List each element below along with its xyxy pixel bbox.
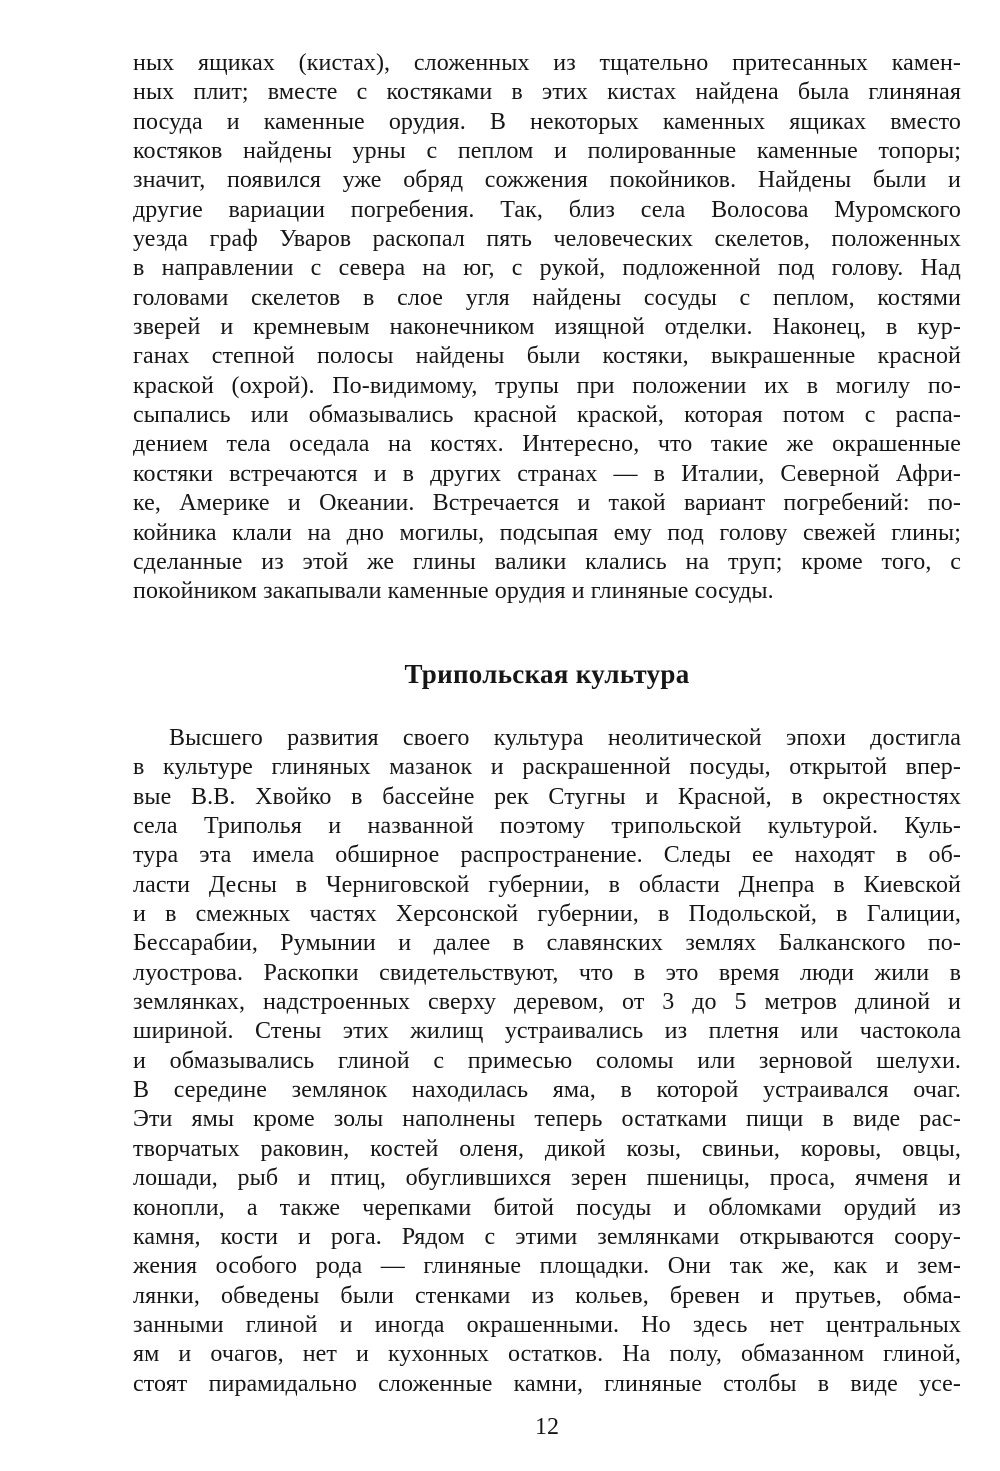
text-line: и обмазывались глиной с примесью соломы или зерновой шелухи. xyxy=(133,1047,961,1074)
text-line: лянки, обведены были стенками из кольев, бревен и прутьев, обма- xyxy=(133,1282,961,1309)
text-line: сделанные из этой же глины валики клались на труп; кроме того, с xyxy=(133,548,961,575)
text-line: ных плит; вместе с костяками в этих кистах найдена была глиняная xyxy=(133,79,961,106)
text-line: тура эта имела обширное распространение. Следы ее находят в об- xyxy=(133,842,961,869)
text-line: жения особого рода — глиняные площадки. Они так же, как и зем- xyxy=(133,1253,961,1280)
text-line: посуда и каменные орудия. В некоторых каменных ящиках вместо xyxy=(133,108,961,135)
text-line: костяки встречаются и в других странах — в Италии, Северной Афри- xyxy=(133,460,961,487)
text-line: в направлении с севера на юг, с рукой, подложенной под голову. Над xyxy=(133,255,961,282)
text-line: Эти ямы кроме золы наполнены теперь остатками пищи в виде рас- xyxy=(133,1106,961,1133)
text-line: шириной. Стены этих жилищ устраивались из плетня или частокола xyxy=(133,1018,961,1045)
text-line: дением тела оседала на костях. Интересно, что такие же окрашенные xyxy=(133,431,961,458)
text-line: ных ящиках (кистах), сложенных из тщательно притесанных камен- xyxy=(133,50,961,76)
text-line: костяков найдены урны с пеплом и полированные каменные топоры; xyxy=(133,138,961,165)
text-line: Бессарабии, Румынии и далее в славянских землях Балканского по- xyxy=(133,930,961,957)
text-line: ласти Десны в Черниговской губернии, в области Днепра в Киевской xyxy=(133,871,961,898)
text-line: в культуре глиняных мазанок и раскрашенной посуды, открытой впер- xyxy=(133,754,961,781)
text-line: занными глиной и иногда окрашенными. Но здесь нет центральных xyxy=(133,1311,961,1338)
text-line: В середине землянок находилась яма, в которой устраивался очаг. xyxy=(133,1077,961,1104)
text-line: творчатых раковин, костей оленя, дикой козы, свиньи, коровы, овцы, xyxy=(133,1135,961,1162)
text-line: Высшего развития своего культура неолитической эпохи достигла xyxy=(169,725,961,751)
text-line: села Триполья и названной поэтому трипольской культурой. Куль- xyxy=(133,813,961,840)
page-number: 12 xyxy=(535,1414,559,1440)
text-line: ганах степной полосы найдены были костяки, выкрашенные красной xyxy=(133,343,961,370)
text-line: луострова. Раскопки свидетельствуют, что в это время люди жили в xyxy=(133,959,961,986)
section-heading: Трипольская культура xyxy=(404,659,690,689)
text-line: вые В.В. Хвойко в бассейне рек Стугны и Красной, в окрестностях xyxy=(133,783,961,810)
text-line: камня, кости и рога. Рядом с этими землянками открываются соору- xyxy=(133,1223,961,1250)
text-line: головами скелетов в слое угля найдены сосуды с пеплом, костями xyxy=(133,284,961,311)
body-paragraph-burials xyxy=(133,49,961,607)
text-line: койника клали на дно могилы, подсыпая ему под голову свежей глины; xyxy=(133,519,961,546)
text-line: другие вариации погребения. Так, близ села Волосова Муромского xyxy=(133,196,961,223)
text-line: значит, появился уже обряд сожжения покойников. Найдены были и xyxy=(133,167,961,194)
text-line: ям и очагов, нет и кухонных остатков. На полу, обмазанном глиной, xyxy=(133,1341,961,1368)
text-line: ке, Америке и Океании. Встречается и такой вариант погребений: по- xyxy=(133,490,961,517)
text-line: и в смежных частях Херсонской губернии, в Подольской, в Галиции, xyxy=(133,901,961,928)
text-line: покойником закапывали каменные орудия и глиняные сосуды. xyxy=(133,578,774,605)
text-line: сыпались или обмазывались красной краской, которая потом с распа- xyxy=(133,402,961,429)
text-line: уезда граф Уваров раскопал пять человеческих скелетов, положенных xyxy=(133,226,961,253)
text-line: стоят пирамидально сложенные камни, глиняные столбы в виде усе- xyxy=(133,1370,961,1397)
text-line: землянках, надстроенных сверху деревом, от 3 до 5 метров длиной и xyxy=(133,989,961,1016)
text-line: конопли, а также черепками битой посуды и обломками орудий из xyxy=(133,1194,961,1221)
text-line: краской (охрой). По-видимому, трупы при положении их в могилу по- xyxy=(133,372,961,399)
text-line: лошади, рыб и птиц, обуглившихся зерен пшеницы, проса, ячменя и xyxy=(133,1165,961,1192)
text-line: зверей и кремневым наконечником изящной отделки. Наконец, в кур- xyxy=(133,314,961,341)
body-paragraph-tripolye-culture xyxy=(133,724,961,1399)
